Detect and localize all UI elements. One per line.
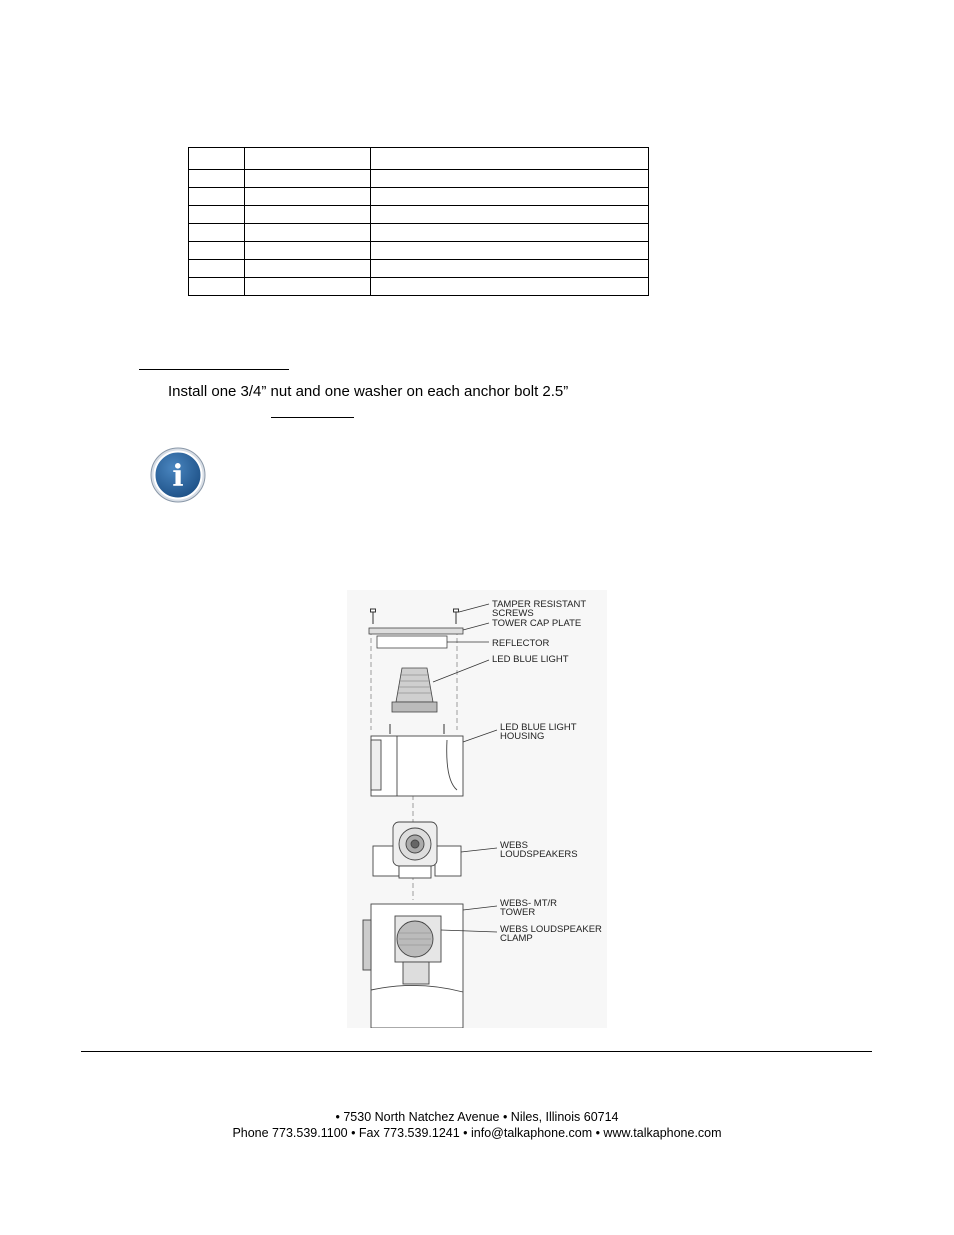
info-icon — [149, 446, 207, 504]
label-tamper-screws-2: SCREWS — [492, 608, 534, 619]
table-row — [189, 206, 649, 224]
table-cell — [189, 188, 245, 206]
table-cell — [371, 188, 649, 206]
table-cell — [245, 206, 371, 224]
table-cell — [371, 170, 649, 188]
label-tower: WEBS- MT/R — [500, 898, 557, 909]
table-cell — [189, 206, 245, 224]
table-cell — [245, 242, 371, 260]
table-cell — [189, 148, 245, 170]
label-reflector: REFLECTOR — [492, 638, 550, 649]
table-row — [189, 224, 649, 242]
table-cell — [371, 278, 649, 296]
table-cell — [371, 148, 649, 170]
footer-divider — [81, 1051, 872, 1052]
info-icon-glyph: i — [172, 459, 184, 494]
label-clamp-2: CLAMP — [500, 933, 533, 944]
assembly-diagram — [347, 590, 607, 1028]
table-cell — [245, 278, 371, 296]
housing-drawing — [371, 736, 463, 796]
table-cell — [189, 278, 245, 296]
table-cell — [371, 260, 649, 278]
table-row — [189, 148, 649, 170]
label-tamper-screws: TAMPER RESISTANT — [492, 599, 587, 610]
label-housing-2: HOUSING — [500, 731, 545, 742]
label-cap-plate: TOWER CAP PLATE — [492, 618, 582, 629]
label-clamp: WEBS LOUDSPEAKER — [500, 924, 602, 935]
table-cell — [371, 224, 649, 242]
label-loudspeakers-2: LOUDSPEAKERS — [500, 849, 578, 860]
table-cell — [245, 188, 371, 206]
table-row — [189, 188, 649, 206]
table-row — [189, 170, 649, 188]
label-loudspeakers: WEBS — [500, 840, 528, 851]
table-cell — [189, 224, 245, 242]
label-led-light: LED BLUE LIGHT — [492, 654, 569, 665]
parts-table — [188, 147, 649, 296]
table-cell — [245, 224, 371, 242]
table-cell — [189, 170, 245, 188]
table-row — [189, 260, 649, 278]
section-heading-underline — [139, 369, 289, 370]
table-cell — [189, 242, 245, 260]
table-cell — [245, 148, 371, 170]
instruction-text: Install one 3/4” nut and one washer on each anchor bolt 2.5” — [168, 383, 569, 400]
table-cell — [189, 260, 245, 278]
tower-drawing — [363, 904, 463, 1028]
table-cell — [245, 260, 371, 278]
table-row — [189, 242, 649, 260]
label-tower-2: TOWER — [500, 907, 536, 918]
table-row — [189, 278, 649, 296]
footer-contact: Phone 773.539.1100 • Fax 773.539.1241 • info@talkaphone.com • www.talkaphone.com — [232, 1126, 722, 1140]
table-cell — [245, 170, 371, 188]
footer-address: • 7530 North Natchez Avenue • Niles, Illinois 60714 — [335, 1110, 619, 1124]
table-cell — [371, 242, 649, 260]
table-cell — [371, 206, 649, 224]
label-housing: LED BLUE LIGHT — [500, 722, 577, 733]
emphasis-underline — [271, 417, 354, 418]
